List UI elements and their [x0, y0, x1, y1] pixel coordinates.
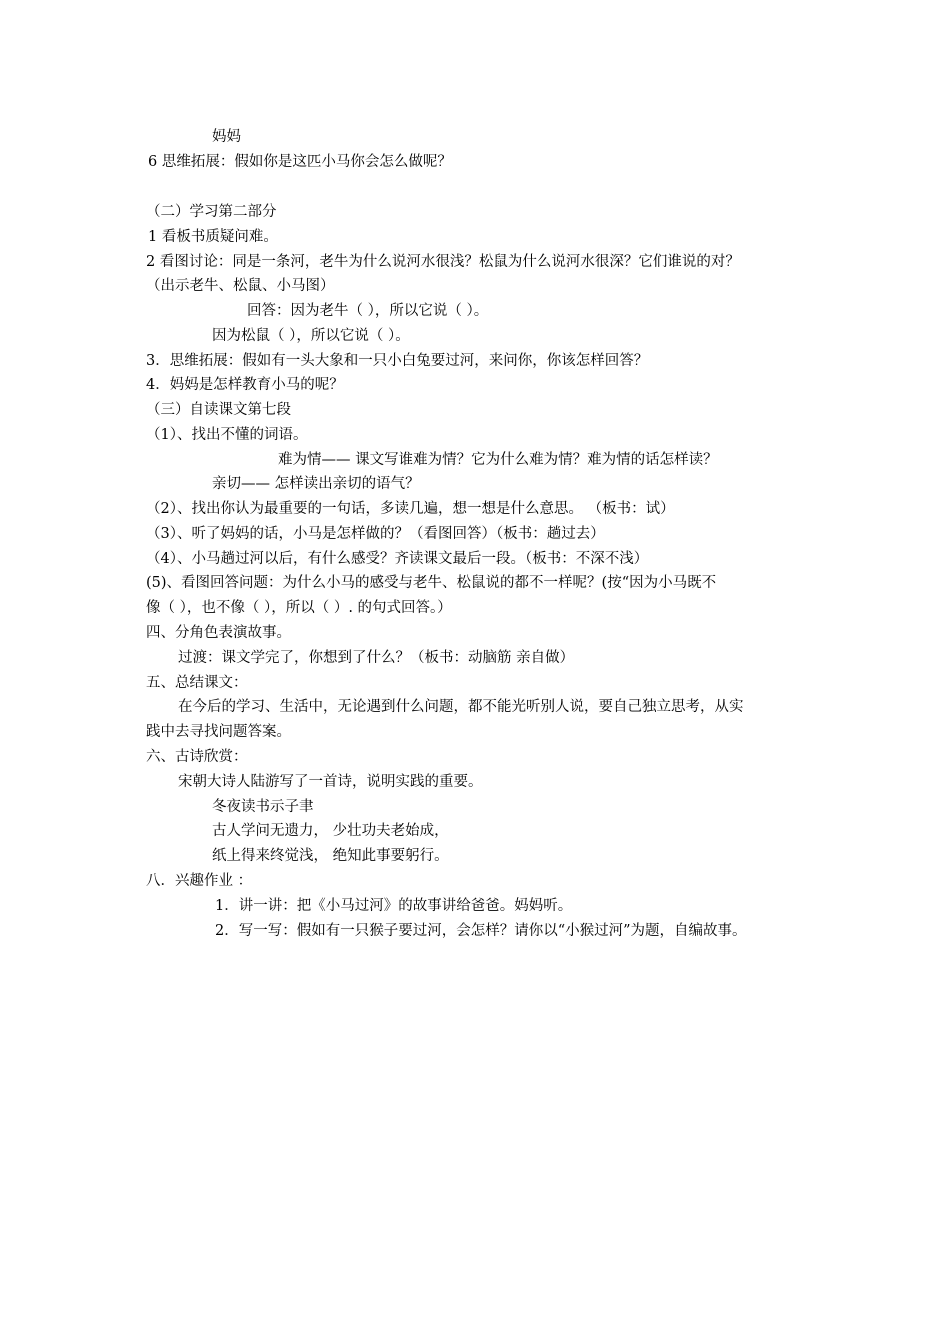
section-heading-6: 六、古诗欣赏：: [146, 749, 248, 765]
text-line-item-2: 2 看图讨论：同是一条河，老牛为什么说河水很浅？松鼠为什么说河水很深？它们谁说的对？: [146, 254, 740, 270]
text-line-transition: 过渡：课文学完了，你想到了什么？（板书：动脑筋 亲自做）: [178, 650, 575, 666]
homework-item-2: 2．写一写：假如有一只猴子要过河，会怎样？请你以“小猴过河”为题，自编故事。: [215, 923, 747, 939]
section-heading-part-3: （三）自读课文第七段: [146, 402, 291, 418]
text-line-item-4: 4．妈妈是怎样教育小马的呢？: [146, 377, 344, 393]
text-line-mama: 妈妈: [212, 129, 241, 145]
section-heading-5: 五、总结课文：: [146, 675, 248, 691]
text-line-sub-1: （1）、找出不懂的词语。: [146, 427, 308, 443]
section-heading-4: 四、分角色表演故事。: [146, 625, 291, 641]
text-line-sub-2: （2）、找出你认为最重要的一句话，多读几遍，想一想是什么意思。 （板书：试）: [146, 501, 675, 517]
poem-title: 冬夜读书示子聿: [212, 799, 314, 815]
text-line-sub-4: （4）、小马趟过河以后，有什么感受？齐读课文最后一段。（板书：不深不浅）: [146, 551, 649, 567]
homework-item-1: 1．讲一讲：把《小马过河》的故事讲给爸爸。妈妈听。: [215, 898, 573, 914]
text-line-summary-cont: 践中去寻找问题答案。: [146, 724, 291, 740]
text-line-sub-1-b: 亲切—— 怎样读出亲切的语气？: [212, 476, 420, 492]
text-line-item-3: 3．思维拓展：假如有一头大象和一只小白兔要过河，来问你，你该怎样回答？: [146, 353, 649, 369]
section-heading-8: 八．兴趣作业 ：: [146, 873, 253, 889]
poem-line-1: 古人学问无遗力， 少壮功夫老始成，: [212, 823, 449, 839]
poem-line-2: 纸上得来终觉浅， 绝知此事要躬行。: [212, 848, 449, 864]
text-line-sub-3: （3）、听了妈妈的话，小马是怎样做的？（看图回答）（板书：趟过去）: [146, 526, 605, 542]
text-line-answer-1: 回答：因为老牛（ ），所以它说（ ）。: [247, 303, 489, 319]
text-line-sub-1-a: 难为情—— 课文写谁难为情？它为什么难为情？难为情的话怎样读？: [278, 452, 718, 468]
text-line-summary: 在今后的学习、生活中，无论遇到什么问题，都不能光听别人说，要自己独立思考，从实: [178, 699, 744, 715]
text-line-item-1: 1 看板书质疑问难。: [148, 229, 278, 245]
text-line-answer-2: 因为松鼠（ ），所以它说（ ）。: [212, 328, 410, 344]
section-heading-part-2: （二）学习第二部分: [146, 204, 277, 220]
text-line-poem-intro: 宋朝大诗人陆游写了一首诗，说明实践的重要。: [178, 774, 483, 790]
text-line-item-2-cont: （出示老牛、松鼠、小马图）: [146, 278, 335, 294]
text-line-sub-5-cont: 像（ ），也不像（ ），所以（ ）. 的句式回答。）: [146, 600, 452, 616]
text-line-question-6: 6 思维拓展：假如你是这匹小马你会怎么做呢？: [148, 154, 452, 170]
text-line-sub-5: (5)、看图回答问题：为什么小马的感受与老牛、松鼠说的都不一样呢？(按“因为小马既不: [146, 575, 717, 591]
